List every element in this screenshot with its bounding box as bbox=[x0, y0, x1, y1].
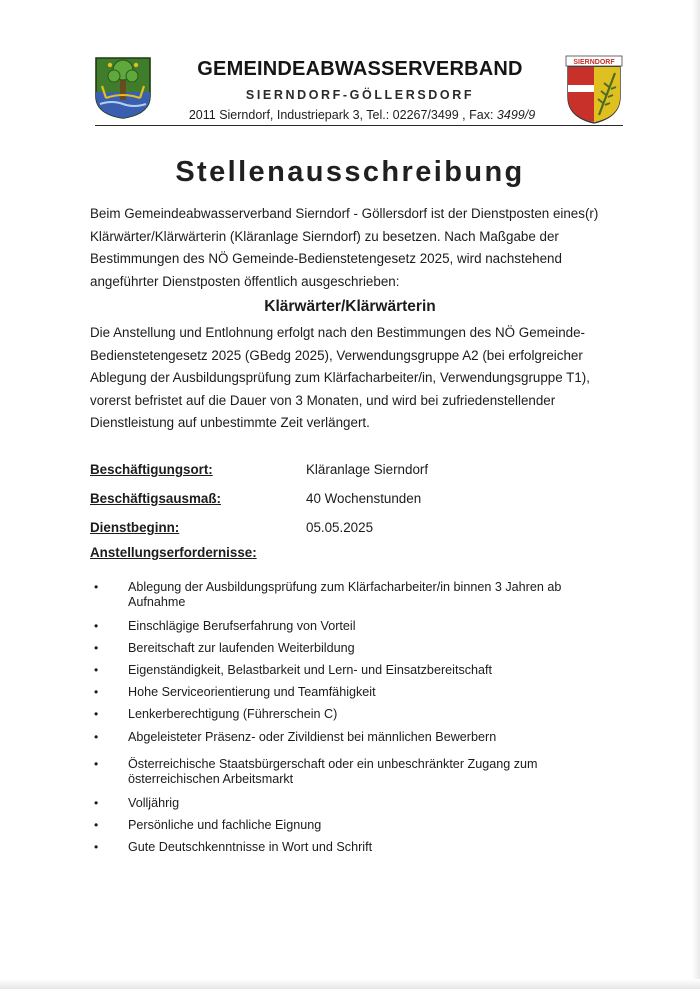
bullet-icon: • bbox=[94, 663, 99, 677]
requirement-text: Abgeleisteter Präsenz- oder Zivildienst bei männlichen Bewerbern bbox=[128, 730, 497, 744]
requirement-text: Einschlägige Berufserfahrung von Vorteil bbox=[128, 619, 356, 633]
address-text: 2011 Sierndorf, Industriepark 3, Tel.: 02267/3499 , Fax: bbox=[188, 108, 497, 122]
detail-label: Beschäftigungsort: bbox=[90, 462, 213, 477]
detail-value: Kläranlage Sierndorf bbox=[306, 462, 429, 477]
bullet-icon: • bbox=[94, 757, 99, 771]
requirements-heading: Anstellungserfordernisse: bbox=[90, 545, 257, 560]
employment-paragraph: Die Anstellung und Entlohnung erfolgt nach den Bestimmungen des NÖ Gemeinde-Bedienstetengesetz 2025 (GBedg 2025), Verwendungsgruppe A2 (bei erfolgreicher Ablegung der Ausbildungsprüfung zum Klärfacharbeiter/in, Verwendungsgruppe T1), vorerst befristet auf die Dauer von 3 Monaten, und wird bei zufriedenstellender Dienstleistung auf unbestimmte Zeit verlängert. bbox=[90, 325, 590, 430]
bullet-icon: • bbox=[94, 796, 99, 810]
detail-label: Beschäftigsausmaß: bbox=[90, 491, 221, 506]
bullet-icon: • bbox=[94, 707, 99, 721]
requirement-text: Persönliche und fachliche Eignung bbox=[128, 818, 322, 832]
document-title: Stellenausschreibung bbox=[175, 156, 525, 188]
detail-value: 05.05.2025 bbox=[306, 520, 374, 535]
intro-paragraph: Beim Gemeindeabwasserverband Sierndorf - Göllersdorf ist der Dienstposten eines(r) Klärwärter/Klärwärterin (Kläranlage Sierndorf) zu besetzen. Nach Maßgabe der Bestimmungen des NÖ Gemeinde-Bedienstetengesetz 2025, wird nachstehend angeführter Dienstposten öffentlich ausgeschrieben: bbox=[90, 206, 599, 289]
detail-value: 40 Wochenstunden bbox=[306, 491, 422, 506]
fax-number: 3499/9 bbox=[496, 108, 536, 122]
requirement-text: Ablegung der Ausbildungsprüfung zum Klärfacharbeiter/in binnen 3 Jahren ab Aufnahme bbox=[128, 580, 562, 609]
requirement-text: Eigenständigkeit, Belastbarkeit und Lern- und Einsatzbereitschaft bbox=[128, 663, 493, 677]
right-crest-label: SIERNDORF bbox=[573, 59, 615, 66]
requirement-text: Österreichische Staatsbürgerschaft oder ein unbeschränkter Zugang zum österreichischen Arbeitsmarkt bbox=[128, 757, 538, 786]
bullet-icon: • bbox=[94, 730, 99, 744]
bullet-icon: • bbox=[94, 580, 99, 594]
organization-subtitle: SIERNDORF-GÖLLERSDORF bbox=[245, 88, 475, 102]
bullet-icon: • bbox=[94, 641, 99, 655]
requirement-text: Gute Deutschkenntnisse in Wort und Schrift bbox=[128, 840, 373, 854]
bullet-icon: • bbox=[94, 685, 99, 699]
requirement-text: Lenkerberechtigung (Führerschein C) bbox=[128, 707, 338, 721]
requirement-text: Hohe Serviceorientierung und Teamfähigkeit bbox=[128, 685, 376, 699]
position-title: Klärwärter/Klärwärterin bbox=[264, 298, 436, 315]
requirement-text: Bereitschaft zur laufenden Weiterbildung bbox=[128, 641, 355, 655]
bullet-icon: • bbox=[94, 619, 99, 633]
bullet-icon: • bbox=[94, 818, 99, 832]
detail-label: Dienstbeginn: bbox=[90, 520, 180, 535]
requirement-text: Volljährig bbox=[128, 796, 180, 810]
organization-name: GEMEINDEABWASSERVERBAND bbox=[197, 58, 523, 80]
bullet-icon: • bbox=[94, 840, 99, 854]
